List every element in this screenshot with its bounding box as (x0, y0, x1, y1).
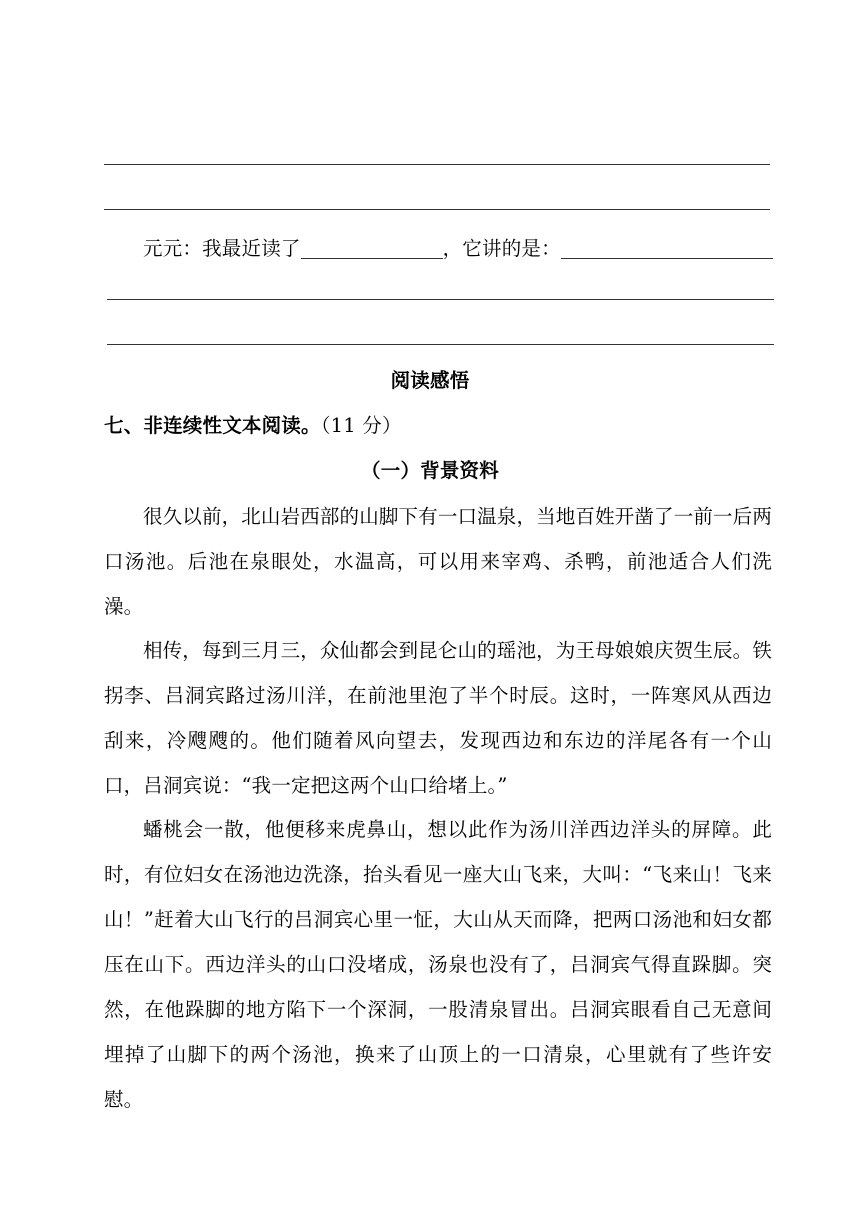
dialogue-line (143, 238, 773, 259)
answer-line-1[interactable] (104, 164, 770, 165)
paragraph-3: 蟠桃会一散，他便移来虎鼻山，想以此作为汤川洋西边洋头的屏障。此时，有位妇女在汤池边洗涤，抬头看见一座大山飞来，大叫：“飞来山！飞来山！”赶着大山飞行的吕洞宾心里一怔，大山从天而降，把两口汤池和妇女都压在山下。西边洋头的山口没堵成，汤泉也没有了，吕洞宾气得直跺脚。突然，在他跺脚的地方陷下一个深洞，一股清泉冒出。吕洞宾眼看自己无意间埋掉了山脚下的两个汤池，换来了山顶上的一口清泉，心里就有了些许安慰。 (104, 818, 772, 1111)
question-heading (104, 416, 402, 436)
dialogue-middle-text: ，它讲的是： (442, 237, 561, 260)
section-title: 阅读感悟 (390, 369, 470, 392)
answer-line-3[interactable] (107, 299, 774, 300)
dialogue-speaker-text: 元元：我最近读了 (143, 237, 301, 260)
book-content-blank[interactable] (561, 238, 773, 259)
subsection-title: （一）背景资料 (361, 459, 499, 482)
answer-line-2[interactable] (104, 209, 770, 210)
question-score: （11 分） (320, 414, 402, 437)
answer-line-4[interactable] (107, 344, 774, 345)
paragraph-2: 相传，每到三月三，众仙都会到昆仑山的瑶池，为王母娘娘庆贺生辰。铁拐李、吕洞宾路过汤川洋，在前池里泡了半个时辰。这时，一阵寒风从西边刮来，冷飕飕的。他们随着风向望去，发现西边和东边的洋尾各有一个山口，吕洞宾说：“我一定把这两个山口给堵上。” (104, 639, 772, 797)
paragraph-1: 很久以前，北山岩西部的山脚下有一口温泉，当地百姓开凿了一前一后两口汤池。后池在泉眼处，水温高，可以用来宰鸡、杀鸭，前池适合人们洗澡。 (104, 505, 772, 618)
book-title-blank[interactable] (301, 238, 443, 259)
question-label: 七、非连续性文本阅读。 (104, 414, 321, 437)
